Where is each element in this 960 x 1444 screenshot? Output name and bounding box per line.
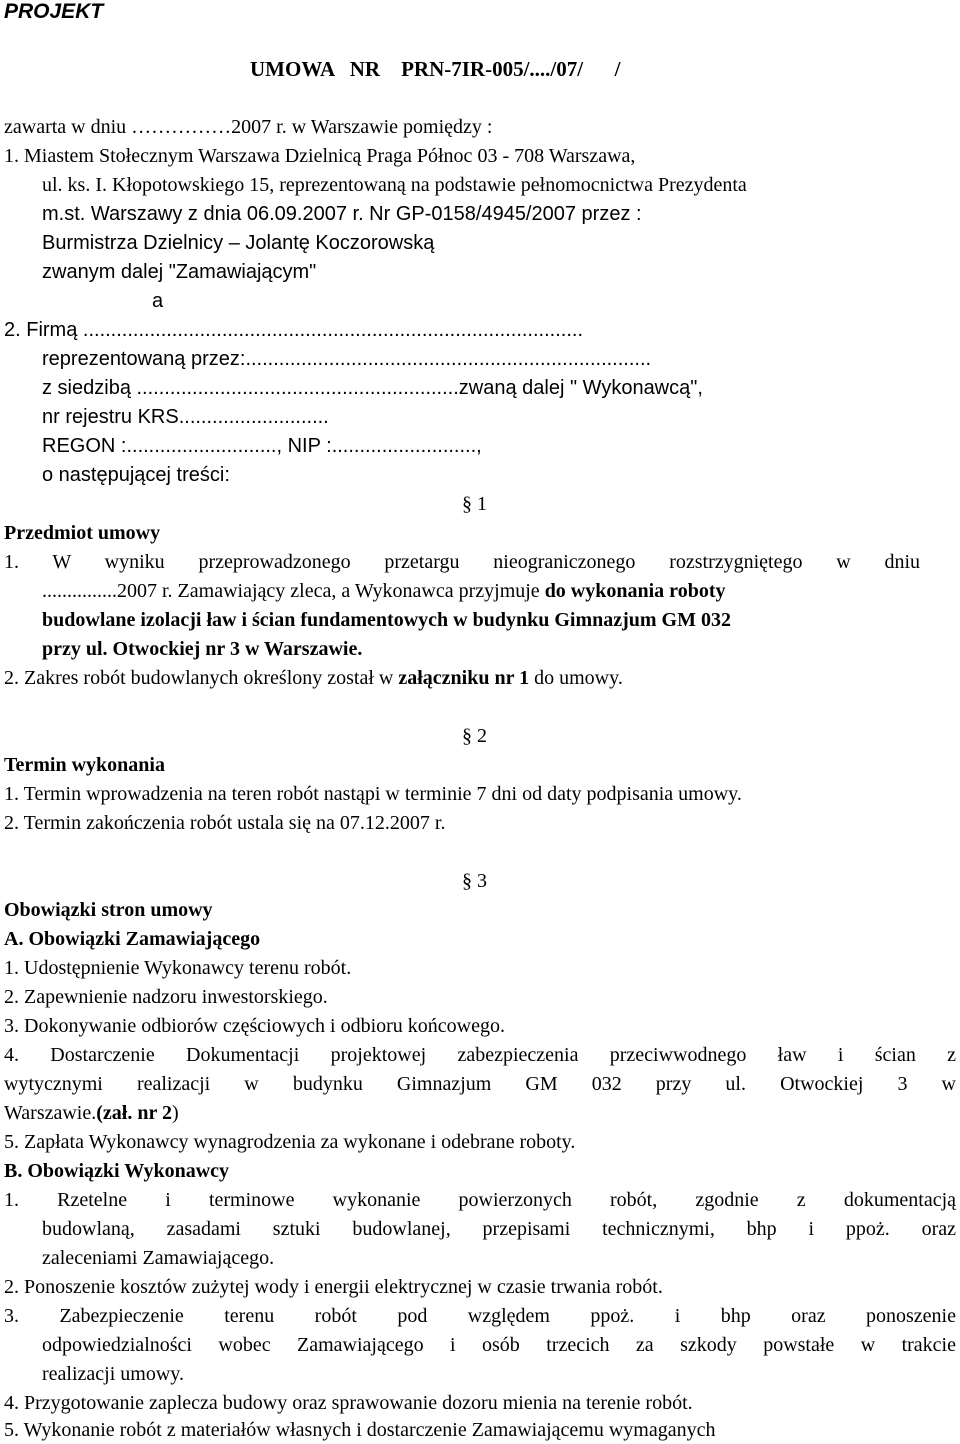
s1-p2-end: do umowy. [529,667,623,689]
s3a-item-5: 5. Zapłata Wykonawcy wynagrodzenia za wykonane i odebrane roboty. [4,1131,576,1153]
section-1-symbol: § 1 [462,493,487,515]
s1-p2-text: 2. Zakres robót budowlanych określony został w [4,667,399,689]
s3b-item-1-line-2: budowlaną, zasadami sztuki budowlanej, przepisami technicznymi, bhp i ppoż. oraz [42,1218,956,1240]
s3a-item-4-city: Warszawie. [4,1102,97,1124]
s3a-item-3: 3. Dokonywanie odbiorów częściowych i odbioru końcowego. [4,1015,505,1037]
s1-p1-line-2-bold: do wykonania roboty [544,580,726,602]
s3a-item-1: 1. Udostępnienie Wykonawcy terenu robót. [4,957,352,979]
attachment-2-ref: (zał. nr 2 [96,1102,172,1124]
s3a-item-4-line-3 [4,1099,179,1127]
s3b-item-3-line-3: realizacji umowy. [42,1363,184,1385]
section-3-heading: Obowiązki stron umowy [4,899,213,921]
s3b-item-3-line-2: odpowiedzialności wobec Zamawiającego i osób trzecich za szkody powstałe w trakcie [42,1334,956,1356]
intro-line-4: m.st. Warszawy z dnia 06.09.2007 r. Nr GP-0158/4945/2007 przez : [42,203,642,225]
s3b-item-5: 5. Wykonanie robót z materiałów własnych i dostarczenie Zamawiającemu wymaganych [4,1419,716,1441]
s1-p1-line-1: 1. W wyniku przeprowadzonego przetargu nieograniczonego rozstrzygniętego w dniu [4,551,920,573]
section-1-heading: Przedmiot umowy [4,522,161,544]
intro-line-13: o następującej treści: [42,464,230,486]
intro-line-12: REGON :..........................., NIP :.........................., [42,435,482,457]
s3b-item-3-line-1: 3. Zabezpieczenie terenu robót pod względem ppoż. i bhp oraz ponoszenie [4,1305,956,1327]
section-2-symbol: § 2 [462,725,487,747]
s1-p1-line-3: budowlane izolacji ław i ścian fundamentowych w budynku Gimnazjum GM 032 [42,609,731,631]
section-2-heading: Termin wykonania [4,754,165,776]
intro-line-11: nr rejestru KRS........................... [42,406,329,428]
s3b-item-1-line-3: zaleceniami Zamawiającego. [42,1247,275,1269]
intro-line-5: Burmistrza Dzielnicy – Jolantę Koczorowską [42,232,435,254]
intro-line-6: zwanym dalej "Zamawiającym" [42,261,317,283]
s1-p1-line-2 [42,577,725,605]
s1-p1-line-4: przy ul. Otwockiej nr 3 w Warszawie. [42,638,363,660]
intro-line-3: ul. ks. I. Kłopotowskiego 15, reprezentowaną na podstawie pełnomocnictwa Prezydenta [42,174,747,196]
s1-p1-line-2-text: ...............2007 r. Zamawiający zleca, a Wykonawca przyjmuje [42,580,545,602]
section-3-symbol: § 3 [462,870,487,892]
s3a-item-4-line-2: wytycznymi realizacji w budynku Gimnazjum GM 032 przy ul. Otwockiej 3 w [4,1073,956,1095]
section-3a-heading: A. Obowiązki Zamawiającego [4,928,261,950]
intro-line-9: reprezentowaną przez:......................................................................... [42,348,652,370]
s3a-item-4-close: ) [171,1102,179,1124]
s1-p2 [4,664,623,692]
attachment-ref: załączniku nr 1 [398,667,530,689]
s2-p2: 2. Termin zakończenia robót ustala się na 07.12.2007 r. [4,812,446,834]
intro-line-8: 2. Firmą .......................................................................................... [4,319,583,341]
intro-line-1: zawarta w dniu ……………2007 r. w Warszawie pomiędzy : [4,116,493,138]
intro-line-7: a [152,290,164,312]
s3b-item-4: 4. Przygotowanie zaplecza budowy oraz sprawowanie dozoru mienia na terenie robót. [4,1392,693,1414]
s3a-item-4-line-1: 4. Dostarczenie Dokumentacji projektowej zabezpieczenia przeciwwodnego ław i ścian z [4,1044,956,1066]
contract-title: UMOWA NR PRN-7IR-005/..../07/ / [250,57,621,81]
s3b-item-1-line-1: 1. Rzetelne i terminowe wykonanie powierzonych robót, zgodnie z dokumentacją [4,1189,956,1211]
s3a-item-2: 2. Zapewnienie nadzoru inwestorskiego. [4,986,328,1008]
section-3b-heading: B. Obowiązki Wykonawcy [4,1160,230,1182]
s2-p1: 1. Termin wprowadzenia na teren robót nastąpi w terminie 7 dni od daty podpisania umowy. [4,783,742,805]
intro-line-2: 1. Miastem Stołecznym Warszawa Dzielnicą Praga Północ 03 - 708 Warszawa, [4,145,636,167]
projekt-label: PROJEKT [4,0,104,23]
s3b-item-2: 2. Ponoszenie kosztów zużytej wody i energii elektrycznej w czasie trwania robót. [4,1276,663,1298]
intro-line-10: z siedzibą ..........................................................zwaną dalej " Wykonawcą", [42,377,703,399]
